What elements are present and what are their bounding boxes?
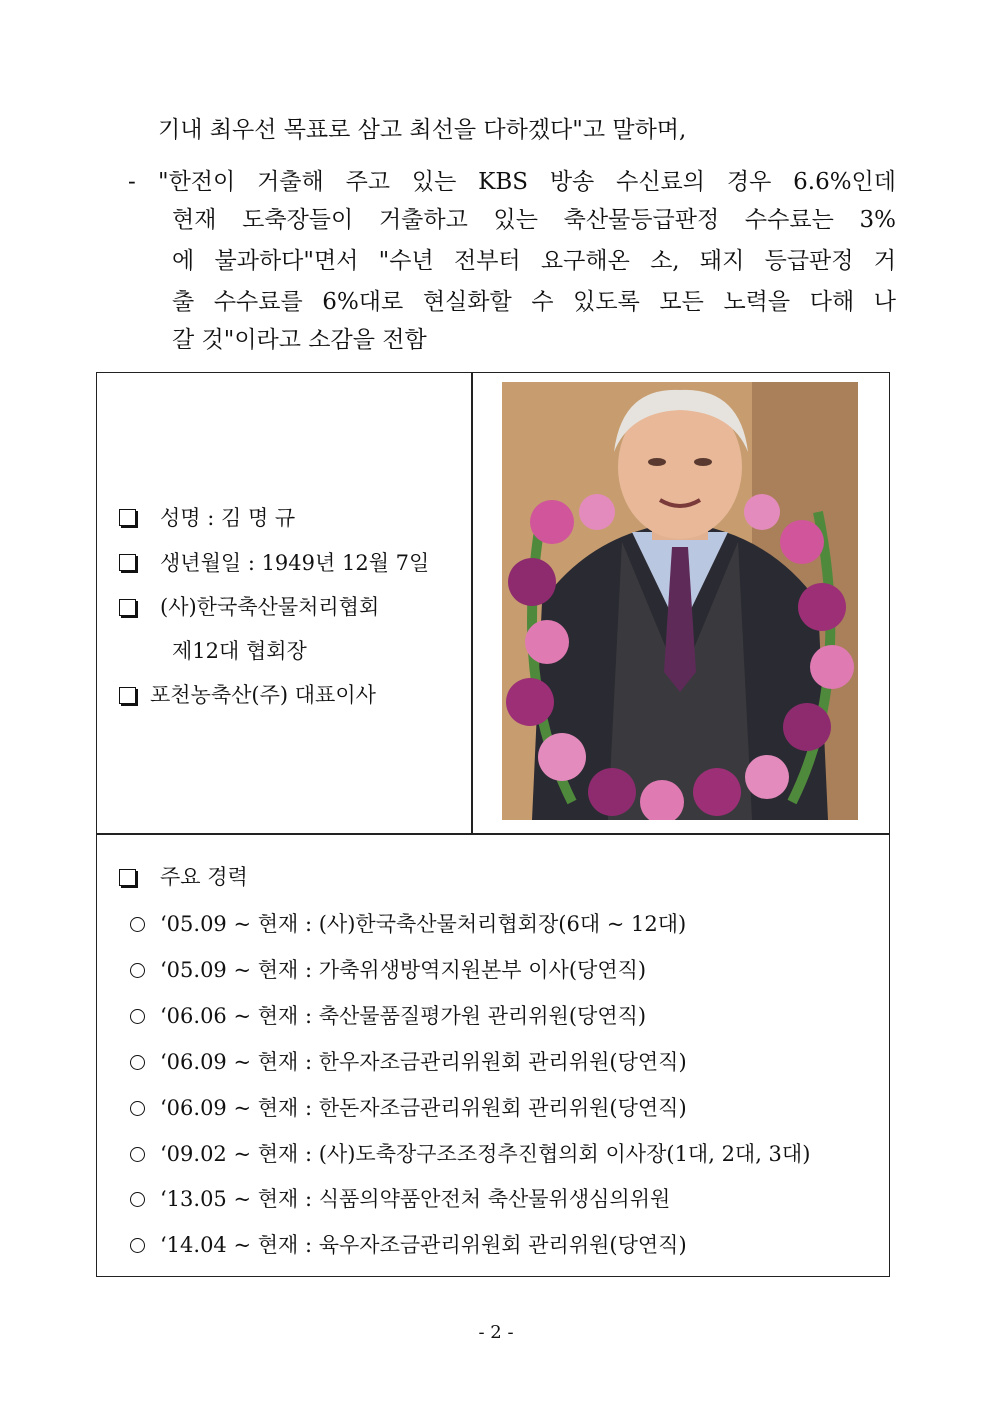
profile-birth: 생년월일 : 1949년 12월 7일 bbox=[160, 551, 430, 575]
career-item: ‘14.04 ~ 현재 : 육우자조금관리위원회 관리위원(당연직) bbox=[160, 1233, 687, 1257]
body-line-3: 에 불과하다"면서 "수년 전부터 요구해온 소, 돼지 등급판정 거 bbox=[172, 248, 896, 274]
portrait-photo bbox=[502, 382, 858, 820]
circle-bullet-icon bbox=[130, 1009, 145, 1024]
career-heading: 주요 경력 bbox=[160, 865, 248, 889]
body-line-1: "한전이 거출해 주고 있는 KBS 방송 수신료의 경우 6.6%인데 bbox=[158, 169, 896, 195]
bullet-dash: - bbox=[128, 169, 136, 195]
circle-bullet-icon bbox=[130, 1147, 145, 1162]
circle-bullet-icon bbox=[130, 963, 145, 978]
circle-bullet-icon bbox=[130, 1238, 145, 1253]
column-divider bbox=[471, 373, 473, 833]
checkbox-icon bbox=[119, 509, 136, 526]
profile-company: 포천농축산(주) 대표이사 bbox=[150, 683, 376, 707]
row-divider bbox=[97, 833, 889, 835]
body-line-4: 출 수수료를 6%대로 현실화할 수 있도록 모든 노력을 다해 나 bbox=[172, 289, 896, 315]
career-item: ‘06.06 ~ 현재 : 축산물품질평가원 관리위원(당연직) bbox=[160, 1004, 647, 1028]
circle-bullet-icon bbox=[130, 1192, 145, 1207]
career-item: ‘13.05 ~ 현재 : 식품의약품안전처 축산물위생심의위원 bbox=[160, 1187, 671, 1211]
profile-title: 제12대 협회장 bbox=[172, 639, 307, 663]
checkbox-icon bbox=[119, 599, 136, 616]
career-item: ‘05.09 ~ 현재 : (사)한국축산물처리협회장(6대 ~ 12대) bbox=[160, 912, 687, 936]
checkbox-icon bbox=[119, 687, 136, 704]
circle-bullet-icon bbox=[130, 917, 145, 932]
circle-bullet-icon bbox=[130, 1055, 145, 1070]
career-item: ‘05.09 ~ 현재 : 가축위생방역지원본부 이사(당연직) bbox=[160, 958, 647, 982]
profile-name: 성명 : 김 명 규 bbox=[160, 506, 296, 530]
body-line-2: 현재 도축장들이 거출하고 있는 축산물등급판정 수수료는 3% bbox=[172, 207, 896, 233]
career-item: ‘06.09 ~ 현재 : 한우자조금관리위원회 관리위원(당연직) bbox=[160, 1050, 687, 1074]
career-item: ‘09.02 ~ 현재 : (사)도축장구조조정추진협의회 이사장(1대, 2대, 3대) bbox=[160, 1142, 811, 1166]
checkbox-icon bbox=[119, 554, 136, 571]
circle-bullet-icon bbox=[130, 1101, 145, 1116]
body-line-0: 기내 최우선 목표로 삼고 최선을 다하겠다"고 말하며, bbox=[158, 117, 687, 143]
profile-org: (사)한국축산물처리협회 bbox=[160, 595, 380, 619]
page-number: - 2 - bbox=[478, 1322, 514, 1343]
career-item: ‘06.09 ~ 현재 : 한돈자조금관리위원회 관리위원(당연직) bbox=[160, 1096, 687, 1120]
checkbox-icon bbox=[119, 869, 136, 886]
body-line-5: 갈 것"이라고 소감을 전함 bbox=[172, 327, 427, 353]
